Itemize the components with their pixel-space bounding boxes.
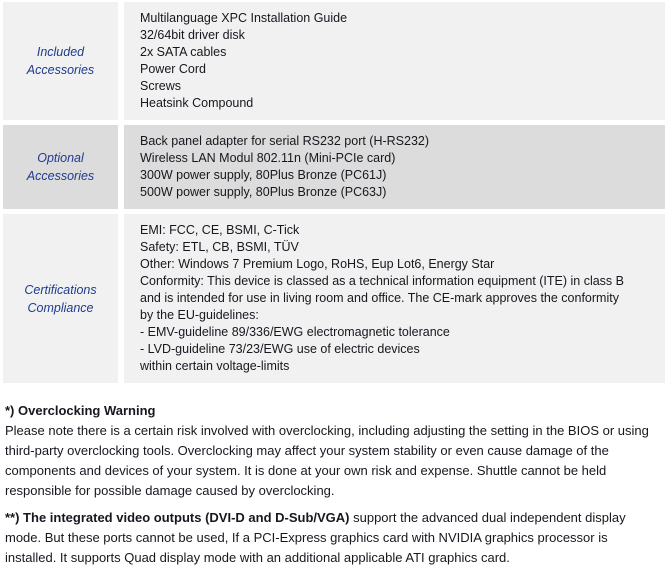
- spec-item-line: 32/64bit driver disk: [140, 28, 245, 42]
- label-line: Accessories: [26, 63, 95, 77]
- label-line: Accessories: [26, 169, 95, 183]
- spec-row-included-accessories: [3, 2, 665, 120]
- spec-item-line: Wireless LAN Modul 802.11n (Mini-PCIe card): [140, 151, 396, 165]
- label-line: Certifications: [24, 282, 97, 297]
- spec-row-optional-accessories: [3, 125, 665, 209]
- footnote-lead: **) The integrated video outputs (DVI-D and D-Sub/VGA): [5, 510, 350, 525]
- spec-item-line: Multilanguage XPC Installation Guide: [140, 11, 348, 25]
- spec-item-line: 2x SATA cables: [140, 45, 227, 59]
- spec-item-line: 500W power supply, 80Plus Bronze (PC63J): [140, 185, 387, 199]
- spec-item-line: and is intended for use in living room and office. The CE-mark approves the conformity: [140, 291, 619, 305]
- row-label-optional-accessories: [3, 125, 118, 209]
- spec-item-line: Heatsink Compound: [140, 96, 254, 110]
- spec-content-included-accessories: [124, 2, 665, 120]
- spec-item-line: Screws: [140, 79, 181, 93]
- spec-item-line: within certain voltage-limits: [140, 359, 290, 373]
- footnote-heading: *) Overclocking Warning: [5, 403, 156, 418]
- spec-item-line: Back panel adapter for serial RS232 port (H-RS232): [140, 134, 430, 148]
- label-line: Compliance: [27, 300, 94, 315]
- row-label-included-accessories: [3, 2, 118, 120]
- spec-item-line: Conformity: This device is classed as a technical information equipment (ITE) in class B: [140, 274, 624, 288]
- footnote-body: Please note there is a certain risk involved with overclocking, including adjusting the setting in the BIOS or using third-party overclocking tools. Overclocking may affect your system stability or even cause damage of the components and devices of your system. It is done at your own risk and expense. Shuttle cannot be held responsible for possible damage caused by overclocking.: [5, 423, 649, 498]
- footnote-body: support the advanced dual independent display mode. But these ports cannot be used, If a PCI-Express graphics card with NVIDIA graphics processor is installed. It supports Quad display mode with an additional applicable ATI graphics card.: [5, 510, 626, 565]
- spec-item-line: 300W power supply, 80Plus Bronze (PC61J): [140, 168, 387, 182]
- label-line: Included: [36, 45, 85, 59]
- spec-item-line: - LVD-guideline 73/23/EWG use of electric devices: [140, 342, 420, 356]
- spec-item-line: EMI: FCC, CE, BSMI, C-Tick: [140, 223, 300, 237]
- label-line: Optional: [37, 151, 84, 165]
- spec-row-certifications-compliance: [3, 214, 665, 383]
- row-label-certifications-compliance: [3, 214, 118, 383]
- footnote-overclocking-warning: [5, 401, 657, 501]
- spec-item-line: by the EU-guidelines:: [140, 308, 259, 322]
- footnote-video-outputs: [5, 508, 657, 568]
- spec-content-optional-accessories: [124, 125, 665, 209]
- spec-item-line: Power Cord: [140, 62, 206, 76]
- spec-item-line: Other: Windows 7 Premium Logo, RoHS, Eup Lot6, Energy Star: [140, 257, 495, 271]
- spec-item-line: Safety: ETL, CB, BSMI, TÜV: [140, 240, 299, 254]
- spec-content-certifications-compliance: [124, 214, 665, 383]
- footnotes-section: [0, 401, 665, 568]
- spec-item-line: - EMV-guideline 89/336/EWG electromagnetic tolerance: [140, 325, 450, 339]
